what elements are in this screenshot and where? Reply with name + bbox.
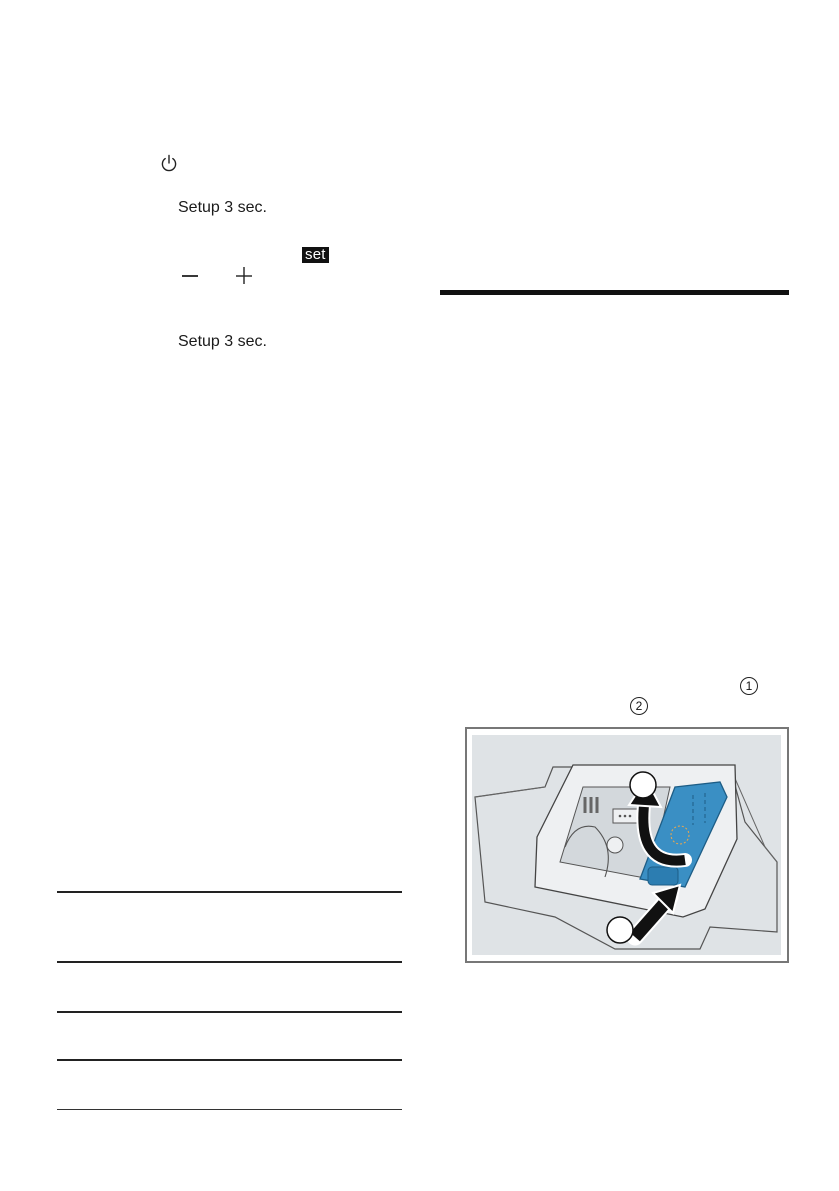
table-row-rule [57,1059,402,1061]
table-row-rule [57,1011,402,1013]
callout-number-2: 2 [630,697,648,715]
setup-confirm-instruction: Setup 3 sec. [178,333,267,350]
dispenser-illustration [465,727,789,963]
setup-hold-instruction: Setup 3 sec. [178,199,267,216]
table-row-rule [57,961,402,963]
table-bottom-rule [57,1109,402,1110]
plus-icon [235,266,253,284]
callout-number-1: 1 [740,677,758,695]
power-icon [160,154,178,174]
minus-icon [181,266,199,284]
table-top-rule [57,891,402,893]
section-heading-rule [440,290,789,295]
set-badge: set [302,247,329,263]
